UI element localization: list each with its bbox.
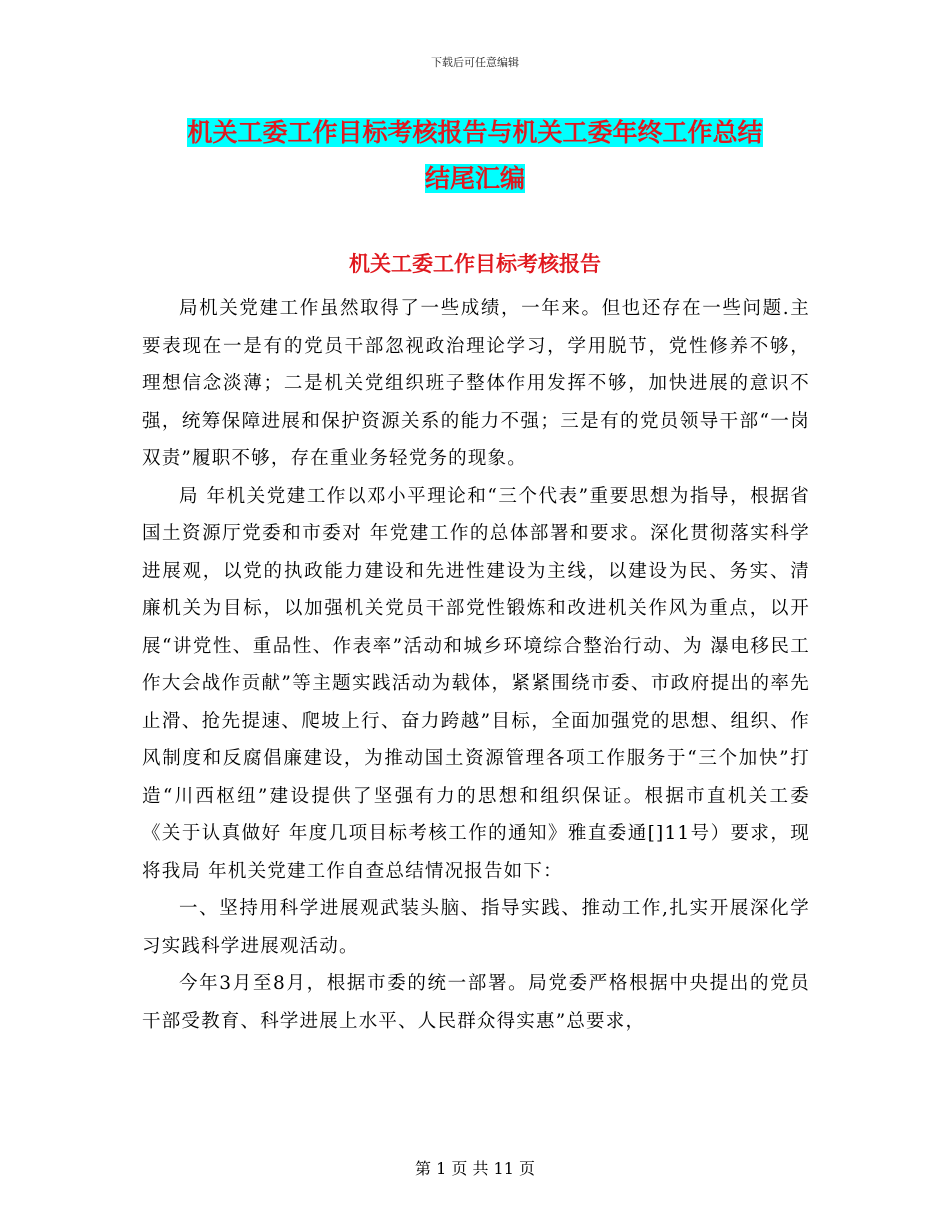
page-number: 第 1 页 共 11 页 (415, 1159, 535, 1178)
paragraph: 局 年机关党建工作以邓小平理论和“三个代表”重要思想为指导，根据省国土资源厅党委和市委对 年党建工作的总体部署和要求。深化贯彻落实科学进展观，以党的执政能力建设和先进性建设为主线，以建设为民、务实、清廉机关为目标，以加强机关党员干部党性锻炼和改进机关作风为重点，以开展“讲党性、重品性、作表率”活动和城乡环境综合整治行动、为 瀑电移民工作大会战作贡献”等主题实践活动为载体，紧紧围绕市委、市政府提出的率先止滑、抢先提速、爬坡上行、奋力跨越”目标，全面加强党的思想、组织、作风制度和反腐倡廉建设，为推动国土资源管理各项工作服务于“三个加快”打造“川西枢纽”建设提供了坚强有力的思想和组织保证。根据市直机关工委《关于认真做好 年度几项目标考核工作的通知》雅直委通[]11号）要求，现将我局 年机关党建工作自查总结情况报告如下： (142, 485, 810, 882)
paragraph: 今年3月至8月，根据市委的统一部署。局党委严格根据中央提出的党员干部受教育、科学进展上水平、人民群众得实惠”总要求， (142, 973, 810, 1032)
document-title (0, 110, 950, 202)
document-title-line1: 机关工委工作目标考核报告与机关工委年终工作总结 (187, 118, 763, 147)
paragraph: 一、坚持用科学进展观武装头脑、指导实践、推动工作,扎实开展深化学习实践科学进展观活动。 (142, 898, 810, 957)
document-title-line2: 结尾汇编 (424, 164, 525, 193)
header-note: 下载后可任意编辑 (431, 56, 519, 69)
section-title: 机关工委工作目标考核报告 (349, 251, 601, 276)
body-text (142, 290, 810, 1040)
paragraph: 局机关党建工作虽然取得了一些成绩，一年来。但也还存在一些问题.主要表现在一是有的党员干部忽视政治理论学习，学用脱节，党性修养不够，理想信念淡薄；二是机关党组织班子整体作用发挥不够，加快进展的意识不强，统筹保障进展和保护资源关系的能力不强；三是有的党员领导干部“一岗双责”履职不够，存在重业务轻党务的现象。 (142, 298, 810, 469)
